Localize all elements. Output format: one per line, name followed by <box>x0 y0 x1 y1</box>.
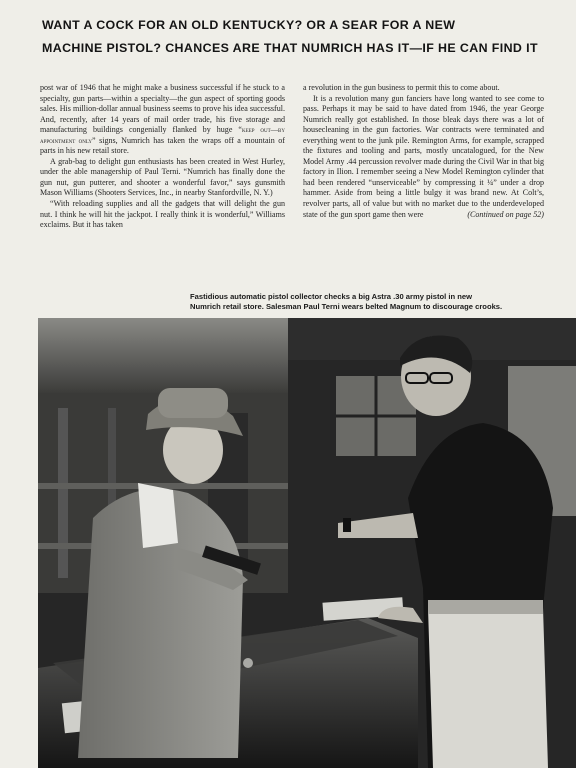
paragraph: post war of 1946 that he might make a business successful if he stuck to a specialty, gun parts—within a specialty—the gun aspect of sporting goods sales. His million-dollar annual business seems to prove his idea successful. And, recently, after 14 years of mail order trade, his five storage and manufacturing buildings congenially flanked by huge “keep out—by appointment only” signs, Numrich has taken the wraps off a mountain of parts in his new retail store. <box>40 83 285 156</box>
photo-caption <box>190 292 550 312</box>
paragraph: It is a revolution many gun fanciers have long wanted to see come to pass. Perhaps it may be said to have dated from 1946, the year George Numrich really got established. In those bleak days there was a lot of housecleaning in the gun factories. War contracts were terminated and everything went to the junk pile. Remington Arms, for example, scrapped the fixtures and tooling and parts, mostly uncatalogued, for the New Model Army .44 percussion revolver made during the Civil War in that big factory in Ilion. I remember seeing a New Model Remington cylinder that had been rendered “unserviceable” by compressing it ¼” under a drop hammer. Aside from being a little bulgy it was brand new. At Colt’s, revolver parts, all of value but with no market due to the underdeveloped state of the gun sport game then were (Continued on page 52) <box>303 93 544 219</box>
ceiling <box>38 318 288 393</box>
caption-line-1: Fastidious automatic pistol collector checks a big Astra .30 army pistol in new <box>190 292 473 301</box>
paragraph: A grab-bag to delight gun enthusiasts has been created in West Hurley, under the able managership of Paul Terni. “Numrich has finally done the gun nut, gun putterer, and shooter a wonderful favor,” says gunsmith Mason Williams (Shooters Services, Inc., in nearby Stanfordville, N. Y.) <box>40 156 285 198</box>
continued-note: (Continued on page 52) <box>467 209 544 219</box>
salesman-trousers <box>428 608 548 768</box>
paragraph: a revolution in the gun business to permit this to come about. <box>303 83 500 92</box>
paragraph: “With reloading supplies and all the gadgets that will delight the gun nut. I think he will hit the jackpot. I really think it is wonderful,” Williams exclaims. But it has taken <box>40 199 285 230</box>
text-column-left <box>40 83 285 231</box>
store-photo <box>38 318 576 768</box>
sign-text: keep out—by appointment only <box>40 125 285 145</box>
caption-line-2: Numrich retail store. Salesman Paul Terni wears belted Magnum to discourage crooks. <box>190 302 503 311</box>
headline <box>42 14 542 60</box>
headline-line-2: MACHINE PISTOL? CHANCES ARE THAT NUMRICH HAS IT—IF HE CAN FIND IT <box>42 41 538 55</box>
headline-line-1: WANT A COCK FOR AN OLD KENTUCKY? OR A SEAR FOR A NEW <box>42 18 456 32</box>
text-column-right <box>303 83 544 220</box>
store-photo-illustration <box>38 318 576 768</box>
ammo-belt <box>428 600 543 614</box>
